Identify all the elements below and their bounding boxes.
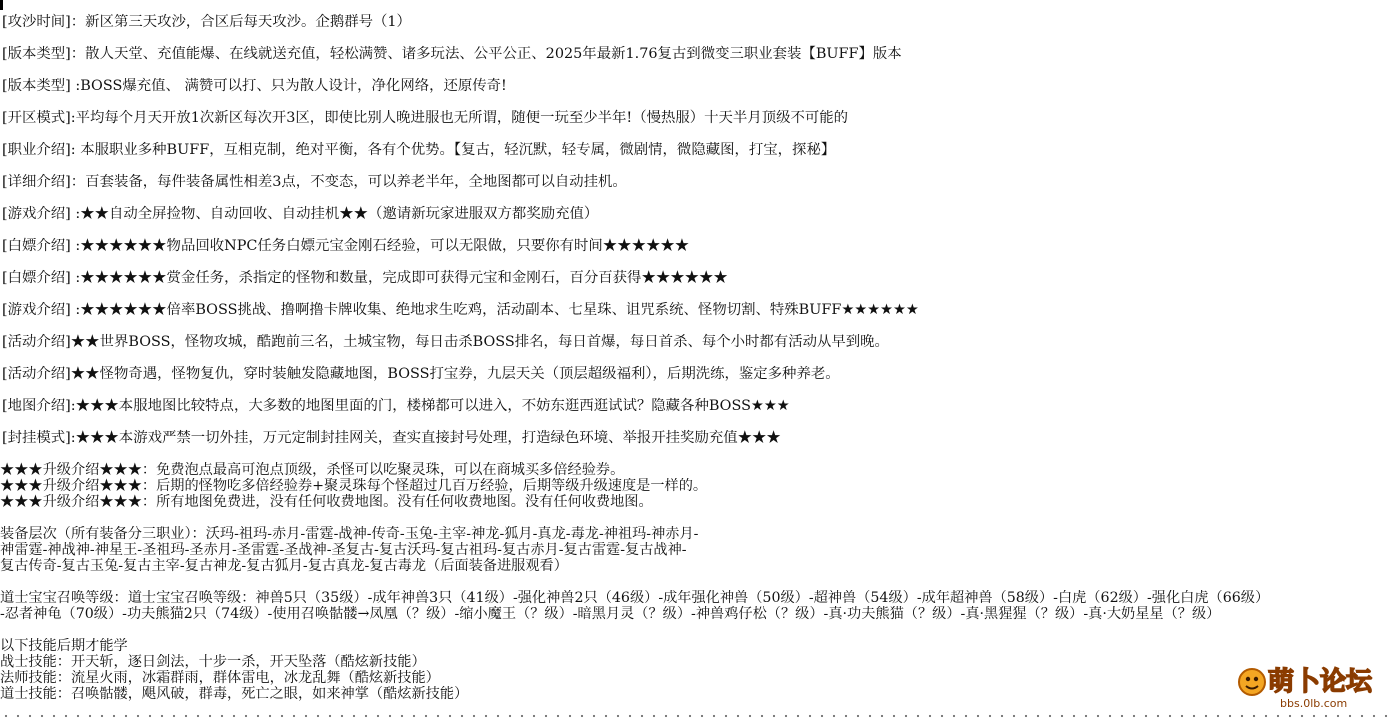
level-section bbox=[0, 462, 1389, 510]
taoist-pet-line: 道士宝宝召唤等级：道士宝宝召唤等级：神兽5只（35级）-成年神兽3只（41级）-强化神兽2只（46级）-成年强化神兽（50级）-超神兽（54级）-成年超神兽（58级）-白虎（62级）-强化白虎（66级） bbox=[0, 590, 1270, 606]
intro-line: [攻沙时间]：新区第三天攻沙，合区后每天攻沙。企鹅群号（1） bbox=[2, 14, 411, 30]
skills-heading: 以下技能后期才能学 bbox=[0, 638, 128, 654]
level-line: ★★★升级介绍★★★：免费泡点最高可泡点顶级，杀怪可以吃聚灵珠，可以在商城买多倍经验券。 bbox=[0, 462, 625, 478]
intro-line: [职业介绍]: 本服职业多种BUFF，互相克制，绝对平衡，各有个优势。【复古，轻沉默，轻专属，微剧情，微隐藏图，打宝，探秘】 bbox=[2, 142, 836, 158]
intro-line: [白嫖介绍] :★★★★★★物品回收NPC任务白嫖元宝金刚石经验，可以无限做，只要你有时间★★★★★★ bbox=[2, 238, 690, 254]
intro-line: [活动介绍]★★世界BOSS，怪物攻城，酷跑前三名，土城宝物，每日击杀BOSS排名，每日首爆，每日首杀、每个小时都有活动从早到晚。 bbox=[2, 334, 889, 350]
level-line: ★★★升级介绍★★★：所有地图免费进，没有任何收费地图。没有任何收费地图。没有任何收费地图。 bbox=[0, 494, 653, 510]
gear-line: 复古传奇-复古玉兔-复古主宰-复古神龙-复古狐月-复古真龙-复古毒龙（后面装备进服观看） bbox=[0, 558, 568, 574]
level-line: ★★★升级介绍★★★：后期的怪物吃多倍经验券+聚灵珠每个怪超过几百万经验，后期等级升级速度是一样的。 bbox=[0, 478, 708, 494]
intro-line: [活动介绍]★★怪物奇遇，怪物复仇，穿时装触发隐藏地图，BOSS打宝券，九层天关（顶层超级福利），后期洗练，鉴定多种养老。 bbox=[2, 366, 840, 382]
intro-line: [版本类型]：散人天堂、充值能爆、在线就送充值，轻松满赞、诸多玩法、公平公正、2025年最新1.76复古到微变三职业套装【BUFF】版本 bbox=[2, 46, 902, 62]
gear-section bbox=[0, 526, 1389, 574]
intro-line: [游戏介绍] :★★★★★★倍率BOSS挑战、撸啊撸卡牌收集、绝地求生吃鸡，活动副本、七星珠、诅咒系统、怪物切割、特殊BUFF★★★★★★ bbox=[2, 302, 919, 318]
gear-line: 装备层次（所有装备分三职业）：沃玛-祖玛-赤月-雷霆-战神-传奇-玉兔-主宰-神龙-狐月-真龙-毒龙-神祖玛-神赤月- bbox=[0, 526, 699, 542]
skills-section bbox=[0, 638, 1389, 702]
intro-line: [封挂模式]:★★★本游戏严禁一切外挂，万元定制封挂网关，查实直接封号处理，打造绿色环境、举报开挂奖励充值★★★ bbox=[2, 430, 781, 446]
taoist-pet-line: -忍者神龟（70级）-功夫熊猫2只（74级）-使用召唤骷髅→凤凰（？级）-缩小魔王（？级）-暗黑月灵（？级）-神兽鸡仔松（？级）-真·功夫熊猫（？级）-真·黑猩猩（？级）-真·大奶星星（？级） bbox=[0, 606, 1221, 622]
gear-line: 神雷霆-神战神-神星王-圣祖玛-圣赤月-圣雷霆-圣战神-圣复古-复古沃玛-复古祖玛-复古赤月-复古雷霆-复古战神- bbox=[0, 542, 687, 558]
skill-line: 道士技能：召唤骷髅，飓风破，群毒，死亡之眼，如来神掌（酷炫新技能） bbox=[0, 686, 469, 702]
skill-line: 法师技能：流星火雨，冰霜群雨，群体雷电，冰龙乱舞（酷炫新技能） bbox=[0, 670, 440, 686]
intro-line: [游戏介绍] :★★自动全屏捡物、自动回收、自动挂机★★（邀请新玩家进服双方都奖励充值） bbox=[2, 206, 599, 222]
watermark-name: 萌卜论坛 bbox=[1268, 667, 1373, 697]
intro-section bbox=[2, 10, 1382, 458]
intro-line: [地图介绍]:★★★本服地图比较特点，大多数的地图里面的门，楼梯都可以进入，不妨东逛西逛试试？隐藏各种BOSS★★★ bbox=[2, 398, 790, 414]
bottom-dotted-border bbox=[0, 712, 1389, 720]
intro-line: [详细介绍]：百套装备，每件装备属性相差3点，不变态，可以养老半年，全地图都可以自动挂机。 bbox=[2, 174, 627, 190]
skill-line: 战士技能：开天斩，逐日剑法，十步一杀，开天坠落（酷炫新技能） bbox=[0, 654, 426, 670]
forum-watermark-logo bbox=[1236, 652, 1380, 712]
intro-line: [版本类型] :BOSS爆充值、 满赞可以打、只为散人设计，净化网络，还原传奇! bbox=[2, 78, 507, 94]
watermark-url: bbs.0lb.com bbox=[1280, 697, 1348, 710]
taoist-pet-section bbox=[0, 590, 1389, 622]
intro-line: [白嫖介绍] :★★★★★★赏金任务，杀指定的怪物和数量，完成即可获得元宝和金刚石，百分百获得★★★★★★ bbox=[2, 270, 728, 286]
intro-line: [开区模式]:平均每个月天开放1次新区每次开3区，即使比别人晚进服也无所谓，随便一玩至少半年!（慢热服）十天半月顶级不可能的 bbox=[2, 110, 849, 126]
top-left-mark bbox=[0, 0, 3, 10]
